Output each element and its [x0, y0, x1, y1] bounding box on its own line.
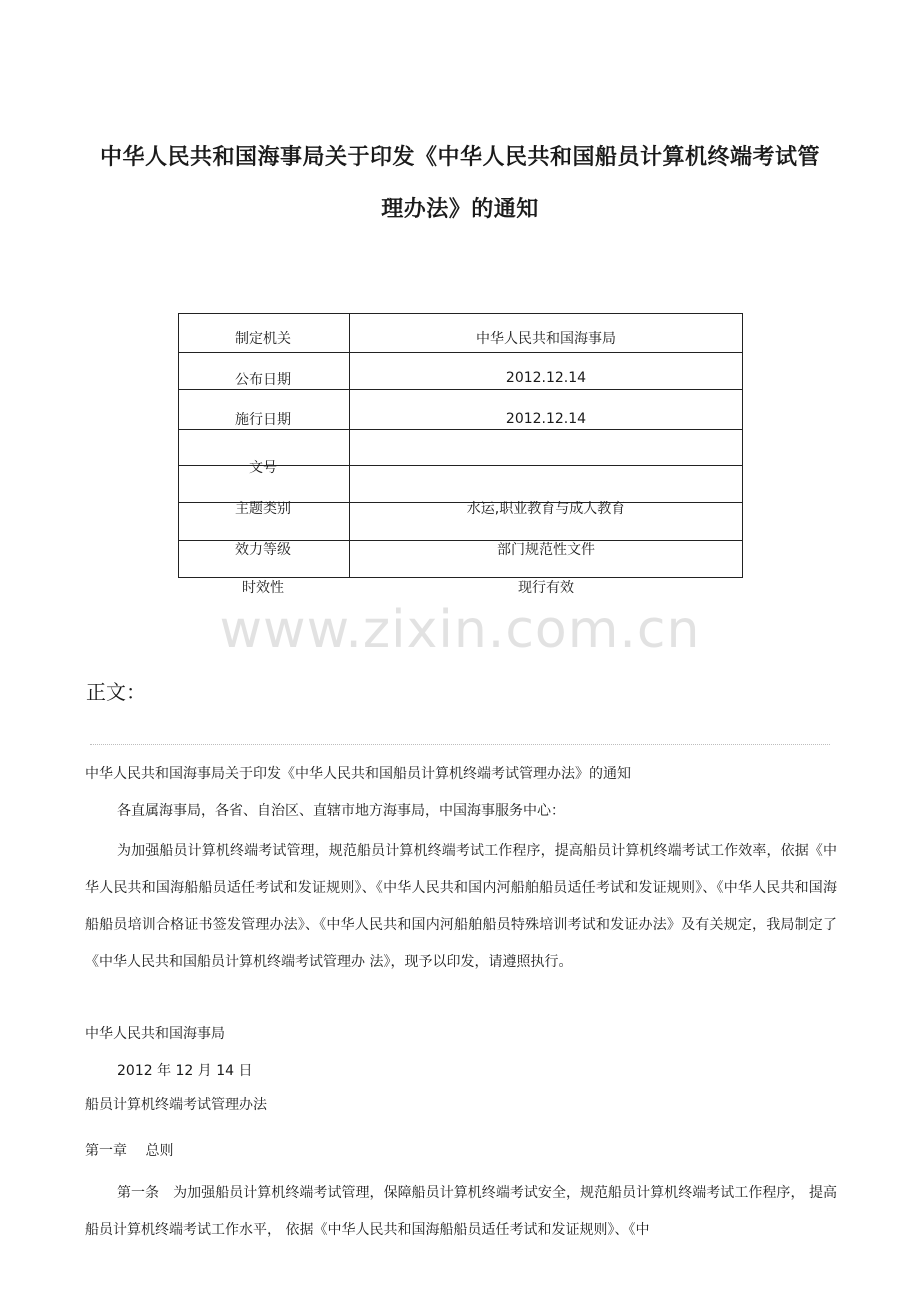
meta-value-subject-category: 水运,职业教育与成人教育 [466, 501, 626, 517]
meta-label-subject-category: 主题类别 [235, 501, 291, 517]
watermark-text: www.zixin.com.cn [219, 600, 701, 660]
body-heading: 正文： [86, 680, 146, 704]
chapter-heading: 第一章 总则 [85, 1143, 174, 1159]
table-row-divider [179, 389, 742, 390]
meta-label-issuing-authority: 制定机关 [235, 331, 291, 347]
document-title [60, 132, 860, 236]
meta-label-document-number: 文号 [249, 460, 277, 476]
meta-value-validity: 现行有效 [518, 580, 574, 596]
table-row-divider [179, 352, 742, 353]
addressees-paragraph: 各直属海事局，各省、自治区、直辖市地方海事局，中国海事服务中心： [117, 803, 565, 819]
article-1-paragraph: 第一条 为加强船员计算机终端考试管理，保障船员计算机终端考试安全，规范船员计算机终端考试工作程序， 提高船员计算机终端考试工作水平， 依据《中华人民共和国海船船员适任考试和发证规则》、《中 [85, 1185, 837, 1238]
date-line: 2012 年 12 月 14 日 [117, 1063, 253, 1079]
table-row-divider [179, 429, 742, 430]
document-title-line2: 理办法》的通知 [381, 197, 539, 222]
meta-label-effective-date: 施行日期 [235, 412, 291, 428]
regulation-title-line: 船员计算机终端考试管理办法 [85, 1097, 267, 1113]
meta-label-validity: 时效性 [242, 580, 284, 596]
meta-label-publish-date: 公布日期 [235, 372, 291, 388]
meta-value-legal-level: 部门规范性文件 [497, 542, 595, 558]
meta-value-effective-date: 2012.12.14 [505, 411, 587, 427]
document-title-line1: 中华人民共和国海事局关于印发《中华人民共和国船员计算机终端考试管 [99, 145, 820, 170]
main-paragraph: 为加强船员计算机终端考试管理，规范船员计算机终端考试工作程序，提高船员计算机终端考试工作效率，依据《中华人民共和国海船船员适任考试和发证规则》、《中华人民共和国内河船舶船员适任考试和发证规则》、《中华人民共和国海船船员培训合格证书签发管理办法》、《中华人民共和国内河船舶船员特殊培训考试和发证办法》及有关规定，我局制定了《中华人民共和国船员计算机终端考试管理办 法》，现予以印发，请遵照执行。 [85, 843, 837, 970]
meta-value-publish-date: 2012.12.14 [505, 370, 587, 386]
dotted-divider [90, 744, 830, 745]
notice-title-paragraph: 中华人民共和国海事局关于印发《中华人民共和国船员计算机终端考试管理办法》的通知 [85, 766, 631, 782]
issuer-line: 中华人民共和国海事局 [85, 1026, 225, 1042]
meta-value-issuing-authority: 中华人民共和国海事局 [476, 331, 616, 347]
table-column-divider [349, 314, 350, 577]
meta-label-legal-level: 效力等级 [235, 542, 291, 558]
